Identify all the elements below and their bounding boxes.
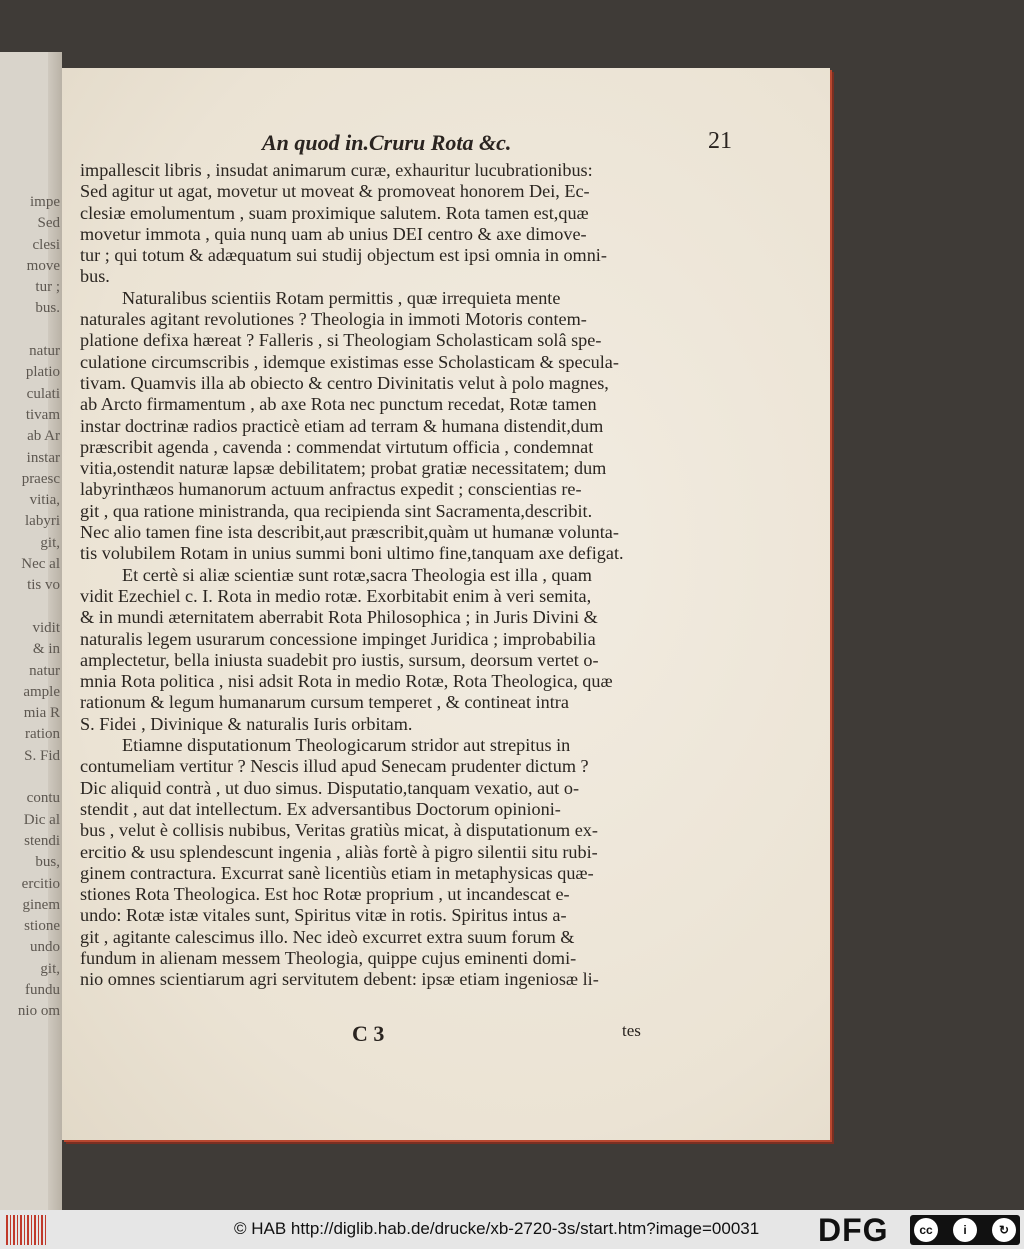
left-page-fragment: labyri <box>25 513 60 530</box>
left-page-fragment: undo <box>30 939 60 956</box>
text-line: præscribit agenda , cavenda : commendat virtutum officia , condemnat <box>80 436 594 457</box>
by-icon: i <box>953 1218 977 1242</box>
text-line: naturales agitant revolutiones ? Theologia in immoti Motoris contem- <box>80 309 587 330</box>
text-line: impallescit libris , insudat animarum curæ, exhauritur lucubrationibus: <box>80 160 593 180</box>
left-page-fragment: ample <box>23 683 60 700</box>
text-line: labyrinthæos humanorum actuum anfractus expedit ; conscientias re- <box>80 479 582 500</box>
left-adjacent-page <box>0 52 62 1210</box>
text-line: Naturalibus scientiis Rotam permittis , quæ irrequieta mente <box>122 287 561 308</box>
left-page-fragment: stione <box>24 918 60 935</box>
text-line: vidit Ezechiel c. I. Rota in medio rotæ. Exorbitabit enim à veri semita, <box>80 585 592 606</box>
left-page-fragment: Sed <box>37 215 60 232</box>
page-number: 21 <box>708 128 732 154</box>
barcode-icon <box>6 1215 46 1245</box>
text-line: nio omnes scientiarum agri servitutem debent: ipsæ etiam ingeniosæ li- <box>80 969 599 990</box>
left-page-fragment: culati <box>26 385 60 402</box>
text-line: S. Fidei , Divinique & naturalis Iuris orbitam. <box>80 713 413 734</box>
text-line: stendit , aut dat intellectum. Ex adversantibus Doctorum opinioni- <box>80 798 561 819</box>
text-line: rationum & legum humanarum cursum temperet , & contineat intra <box>80 692 569 713</box>
left-page-fragment: bus, <box>35 854 60 871</box>
left-page-fragment: git, <box>40 960 60 977</box>
text-line: bus , velut è collisis nubibus, Veritas gratiùs micat, à disputationum ex- <box>80 820 598 841</box>
left-page-fragment: S. Fid <box>24 747 60 764</box>
sa-icon: ↻ <box>992 1218 1016 1242</box>
text-line: platione defixa hæreat ? Falleris , si Theologiam Scholasticam solâ spe- <box>80 330 602 351</box>
left-page-fragment: natur <box>29 662 60 679</box>
text-line: & in mundi æternitatem aberrabit Rota Philosophica ; in Juris Divini & <box>80 607 598 628</box>
left-page-fragment: vitia, <box>29 492 60 509</box>
text-line: tis volubilem Rotam in unius summi boni ultimo fine,tanquam axe defigat. <box>80 543 624 564</box>
left-page-fragment: praesc <box>21 470 60 487</box>
text-line: Nec alio tamen fine ista describit,aut præscribit,quàm ut humanæ volunta- <box>80 522 619 543</box>
left-page-fragment: git, <box>40 534 60 551</box>
text-line: bus. <box>80 266 110 287</box>
signature-mark: C 3 <box>352 1021 385 1046</box>
left-page-fragment: & in <box>32 641 60 658</box>
text-line: undo: Rotæ istæ vitales sunt, Spiritus vitæ in rotis. Spiritus intus a- <box>80 905 567 926</box>
text-line: mnia Rota politica , nisi adsit Rota in medio Rotæ, Rota Theologica, quæ <box>80 671 613 692</box>
left-page-fragment: tur ; <box>35 279 60 296</box>
copyright-link[interactable]: © HAB http://diglib.hab.de/drucke/xb-2720-3s/start.htm?image=00031 <box>234 1219 760 1238</box>
left-page-fragment: stendi <box>24 832 60 849</box>
left-page-fragment: contu <box>26 790 60 807</box>
left-page-fragment: Dic al <box>23 811 60 828</box>
left-page-fragment <box>0 767 60 788</box>
text-line: fundum in alienam messem Theologia, quippe cujus eminenti domi- <box>80 947 577 968</box>
left-page-fragment: ration <box>25 726 60 743</box>
left-page-fragment: tis vo <box>27 577 60 594</box>
left-page-fragment: nio om <box>17 1003 60 1020</box>
running-title: An quod in.Cruru Rota &c. <box>262 130 512 155</box>
text-line: instar doctrinæ radios practicè etiam ad terram & humana distendit,dum <box>80 415 604 436</box>
left-page-text-fragments <box>0 192 60 1023</box>
text-line: clesiæ emolumentum , suam proximique salutem. Rota tamen est,quæ <box>80 202 589 223</box>
left-page-fragment <box>0 597 60 618</box>
text-line: tur ; qui totum & adæquatum sui studij objectum est ipsi omnia in omni- <box>80 245 607 266</box>
text-line: ginem contractura. Excurrat sanè licentiùs etiam in metaphysicas quæ- <box>80 862 594 883</box>
text-line: naturalis legem usurarum concessione impinget Juridica ; improbabilia <box>80 628 596 649</box>
text-line: contumeliam vertitur ? Nescis illud apud Senecam prudenter dictum ? <box>80 756 589 777</box>
left-page-fragment: vidit <box>32 619 60 636</box>
text-line: Etiamne disputationum Theologicarum stridor aut strepitus in <box>122 735 571 756</box>
text-line: git , agitante calescimus illo. Nec ideò excurret extra suum forum & <box>80 926 575 947</box>
left-page-fragment: instar <box>26 449 60 466</box>
page-paper <box>62 68 830 1140</box>
left-page-fragment: ginem <box>22 896 60 913</box>
left-page-fragment: impe <box>30 194 60 210</box>
left-page-fragment: natur <box>29 343 60 360</box>
cc-icon: cc <box>914 1218 938 1242</box>
left-page-fragment: move <box>26 257 60 274</box>
text-line: stiones Rota Theologica. Est hoc Rotæ proprium , ut incandescat e- <box>80 884 570 905</box>
left-page-fragment: mia R <box>23 705 60 722</box>
left-page-fragment: Nec al <box>21 556 60 573</box>
dfg-logo: DFG <box>818 1212 889 1248</box>
text-line: ercitio & usu splendescunt ingenia , aliàs fortè à pigro silentii situ rubi- <box>80 841 598 862</box>
book-page <box>62 68 830 1140</box>
text-line: Et certè si aliæ scientiæ sunt rotæ,sacra Theologia est illa , quam <box>122 564 592 585</box>
cc-license-badge[interactable] <box>910 1215 1020 1245</box>
text-line: git , qua ratione ministranda, qua recipienda sint Sacramenta,describit. <box>80 500 593 521</box>
left-page-fragment: ab Ar <box>27 428 60 445</box>
left-page-fragment: bus. <box>35 300 60 317</box>
text-line: tivam. Quamvis illa ab obiecto & centro Divinitatis velut à polo magnes, <box>80 372 609 393</box>
left-page-fragment: ercitio <box>21 875 60 892</box>
text-line: ab Arcto firmamentum , ab axe Rota nec punctum recedat, Rotæ tamen <box>80 394 597 415</box>
footer-bar <box>0 1210 1024 1249</box>
text-line: vitia,ostendit naturæ lapsæ debilitatem; probat gratiæ necessitatem; dum <box>80 458 607 479</box>
text-line: culatione circumscribis , idemque existimas esse Scholasticam & specula- <box>80 351 619 372</box>
text-line: Sed agitur ut agat, movetur ut moveat & promoveat honorem Dei, Ec- <box>80 181 590 202</box>
left-page-fragment: clesi <box>32 236 60 253</box>
left-page-fragment: tivam <box>25 406 60 423</box>
left-page-fragment: platio <box>25 364 60 381</box>
body-text <box>80 160 660 991</box>
left-page-fragment <box>0 320 60 341</box>
catchword: tes <box>622 1021 641 1040</box>
text-line: Dic aliquid contrà , ut duo simus. Disputatio,tanquam vexatio, aut o- <box>80 777 580 798</box>
running-head <box>252 130 732 160</box>
left-page-fragment: fundu <box>25 981 60 998</box>
text-line: movetur immota , quia nunq uam ab unius DEI centro & axe dimove- <box>80 223 587 244</box>
text-line: amplectetur, bella iniusta suadebit pro iustis, sursum, deorsum vertet o- <box>80 649 599 670</box>
